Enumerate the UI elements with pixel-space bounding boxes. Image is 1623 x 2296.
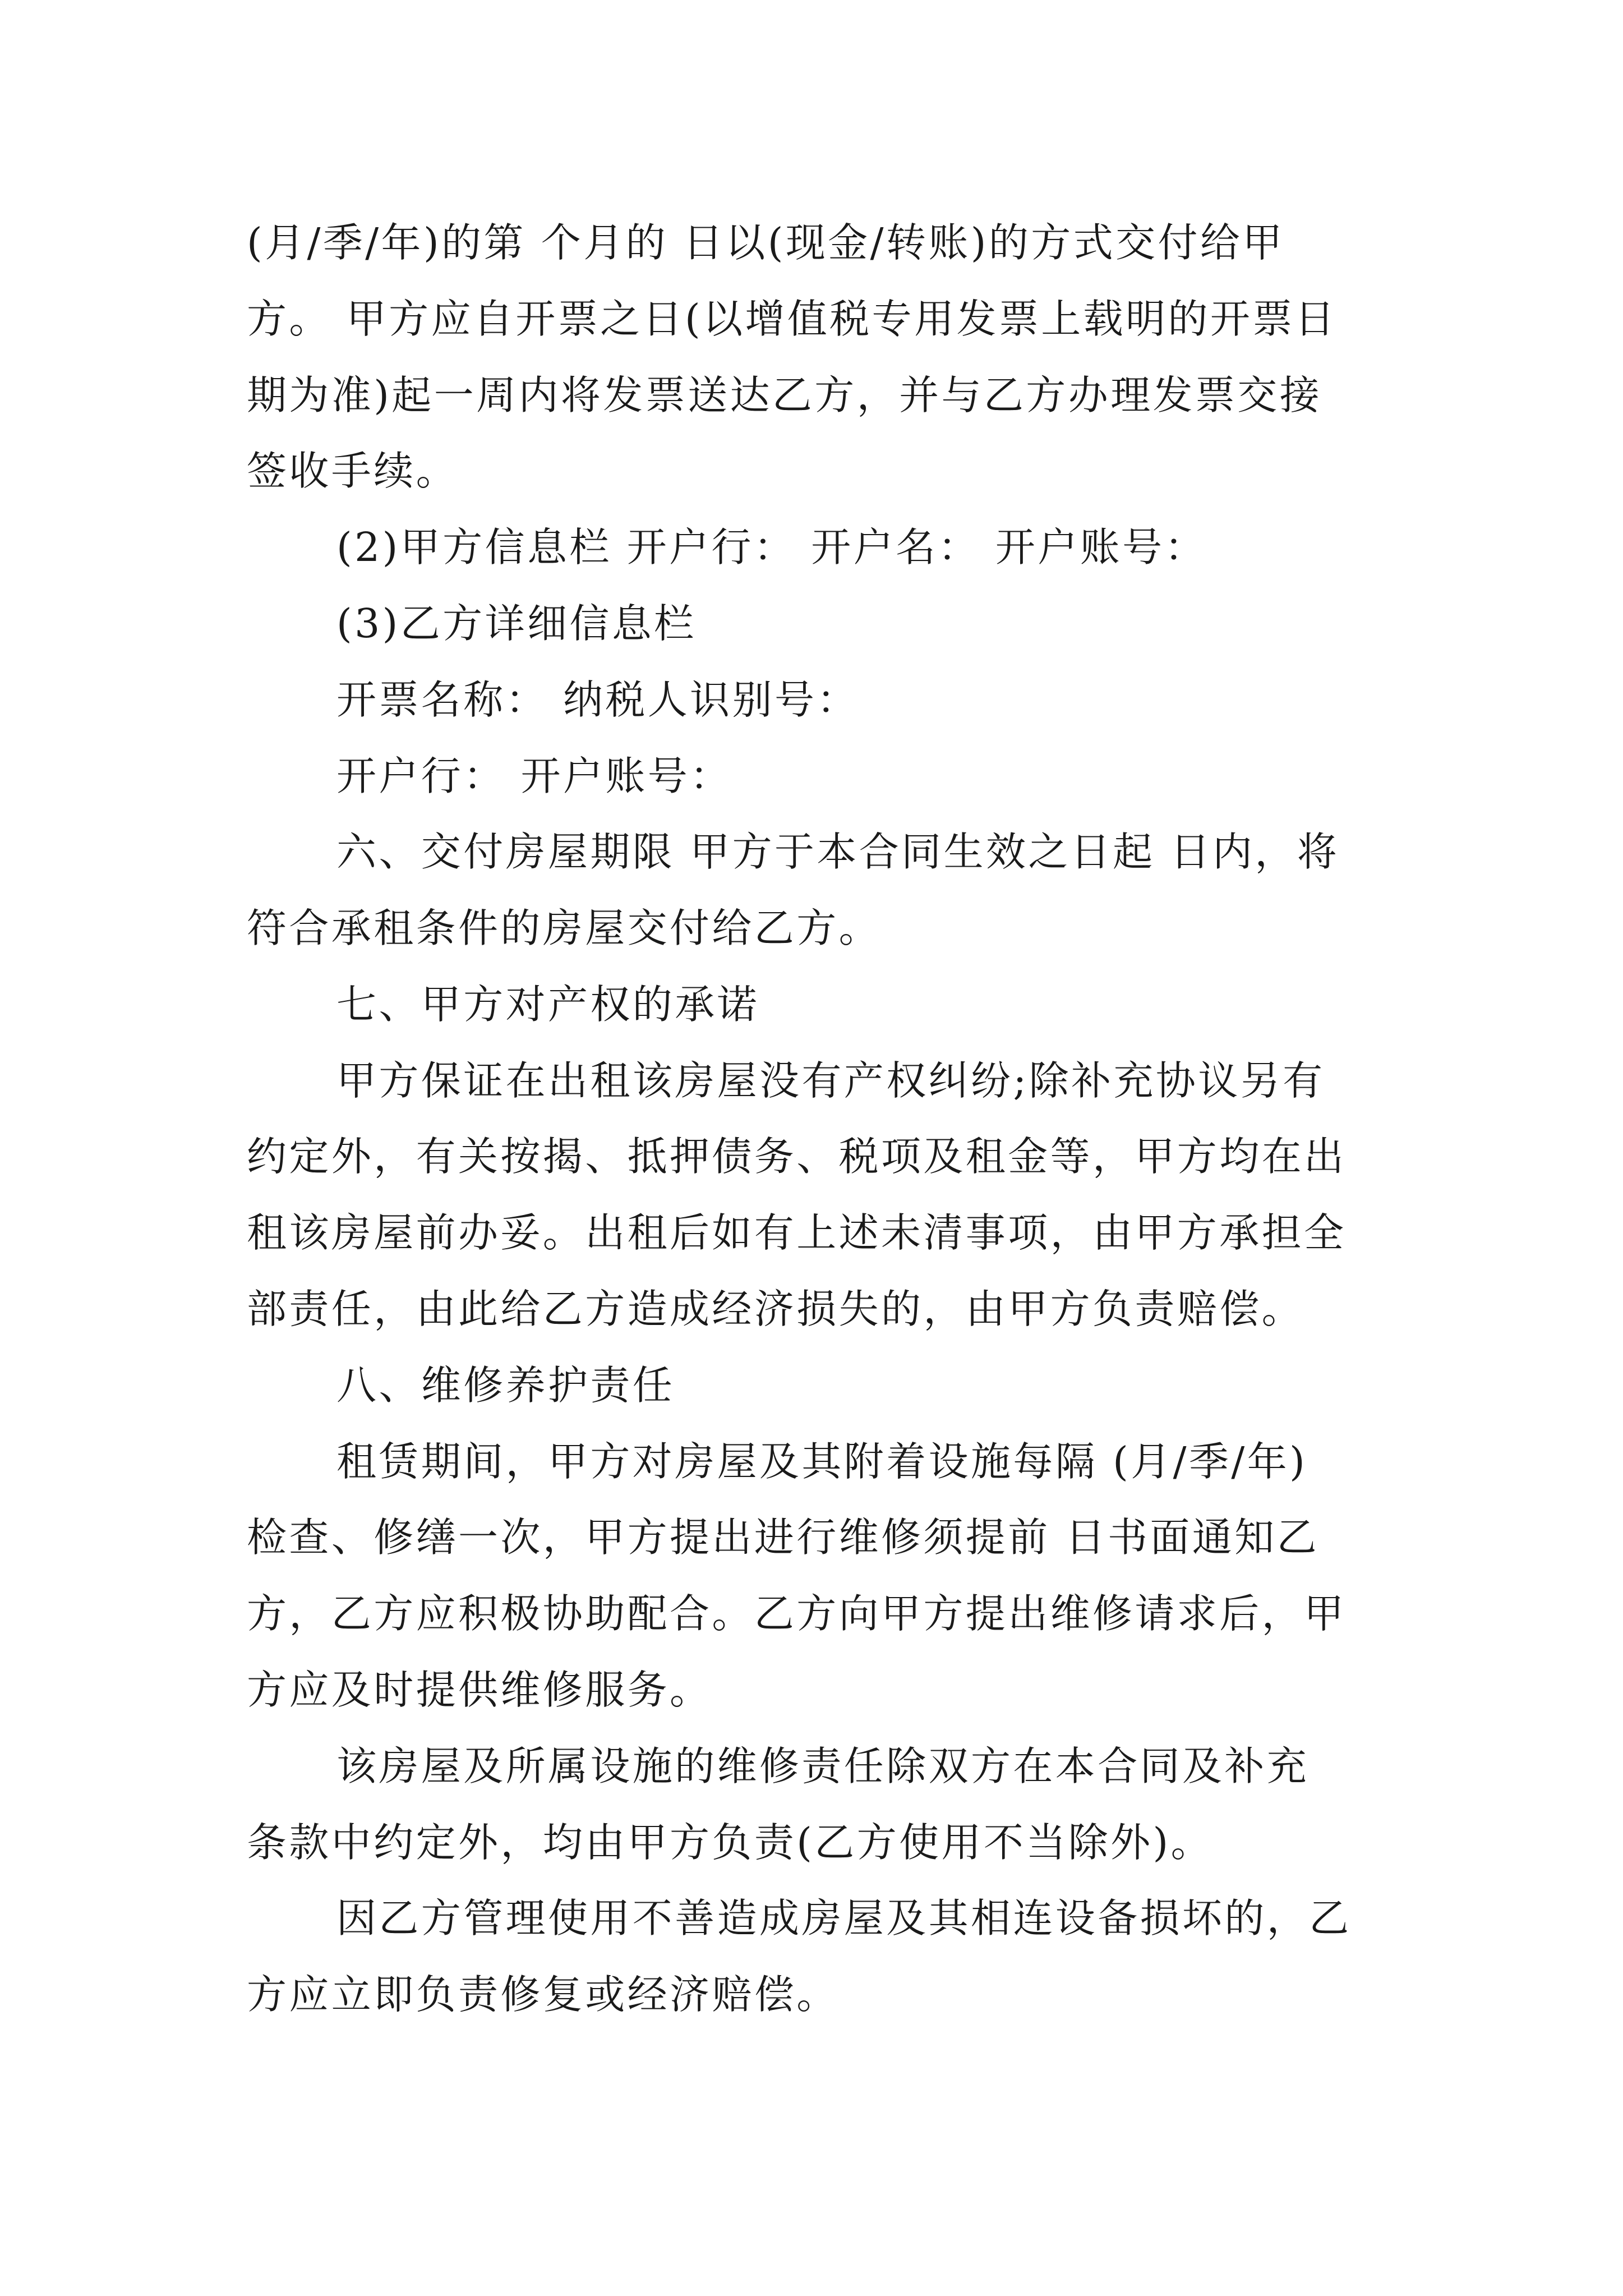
text-line: 条款中约定外，均由甲方负责(乙方使用不当除外)。	[247, 1819, 1214, 1866]
text-line: (月/季/年)的第 个月的 日以(现金/转账)的方式交付给甲	[247, 219, 1285, 266]
text-line: (2)甲方信息栏 开户行： 开户名： 开户账号：	[336, 524, 1207, 570]
text-line: 租该房屋前办妥。出租后如有上述未清事项，由甲方承担全	[247, 1209, 1347, 1256]
text-line: 开户行： 开户账号：	[336, 753, 732, 799]
section-heading: 七、甲方对产权的承诺	[336, 981, 760, 1028]
text-line: 部责任，由此给乙方造成经济损失的，由甲方负责赔偿。	[247, 1286, 1304, 1332]
text-line: 租赁期间，甲方对房屋及其附着设施每隔 (月/季/年)	[336, 1438, 1308, 1485]
text-line: 甲方保证在出租该房屋没有产权纠纷;除补充协议另有	[336, 1057, 1325, 1104]
text-line: 开票名称： 纳税人识别号：	[336, 677, 859, 723]
section-heading: 六、交付房屋期限 甲方于本合同生效之日起 日内，将	[336, 829, 1340, 875]
text-line: 符合承租条件的房屋交付给乙方。	[247, 905, 882, 951]
text-line: 方。 甲方应自开票之日(以增值税专用发票上载明的开票日	[247, 296, 1338, 342]
text-line: 方应及时提供维修服务。	[247, 1667, 712, 1713]
text-line: 期为准)起一周内将发票送达乙方，并与乙方办理发票交接	[247, 372, 1322, 418]
text-line: 签收手续。	[247, 448, 459, 494]
text-line: (3)乙方详细信息栏	[336, 600, 697, 647]
text-line: 该房屋及所属设施的维修责任除双方在本合同及补充	[336, 1743, 1310, 1789]
section-heading: 八、维修养护责任	[336, 1362, 675, 1409]
text-line: 方应立即负责修复或经济赔偿。	[247, 1971, 839, 2018]
text-line: 因乙方管理使用不善造成房屋及其相连设备损坏的，乙	[336, 1895, 1352, 1941]
text-line: 检查、修缮一次，甲方提出进行维修须提前 日书面通知乙	[247, 1514, 1319, 1561]
text-line: 方，乙方应积极协助配合。乙方向甲方提出维修请求后，甲	[247, 1590, 1347, 1637]
text-line: 约定外，有关按揭、抵押债务、税项及租金等，甲方均在出	[247, 1133, 1347, 1180]
